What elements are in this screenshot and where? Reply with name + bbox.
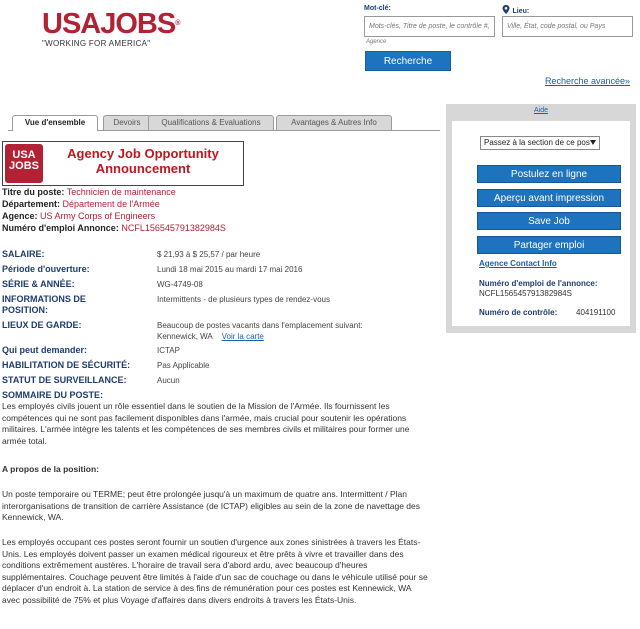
search-button[interactable]: Recherche — [365, 51, 451, 71]
job-actions-box — [452, 121, 630, 326]
control-number-value: 404191100 — [576, 308, 616, 317]
section-jump-select[interactable]: Passez à la section de ce pos — [480, 136, 600, 150]
agency-value: US Army Corps of Engineers — [40, 211, 156, 221]
security-clearance-label: HABILITATION DE SÉCURITÉ: — [2, 360, 131, 370]
tab-bar — [8, 115, 440, 131]
job-summary-label: SOMMAIRE DU POSTE: — [2, 390, 104, 400]
agency-contact-link[interactable]: Agence Contact Info — [479, 259, 557, 268]
control-number-label: Numéro de contrôle: — [479, 308, 558, 317]
tab-overview[interactable]: Vue d'ensemble — [12, 115, 98, 131]
job-actions-panel — [446, 104, 636, 333]
keyword-label: Mot-clé: — [364, 5, 391, 12]
announcement-number-label: Numéro d'emploi de l'annonce: — [479, 279, 598, 288]
apply-online-button[interactable]: Postulez en ligne — [477, 165, 621, 183]
share-job-button[interactable]: Partager emploi — [477, 236, 621, 254]
announcement-number-line: Numéro d'emploi Annonce: NCFL156545791382984S — [2, 223, 226, 233]
view-map-link[interactable]: Voir la carte — [221, 332, 264, 341]
location-label-group — [502, 5, 529, 15]
supervisory-status-value: Aucun — [157, 376, 180, 385]
job-title-line: Titre du poste: Technicien de maintenance — [2, 187, 176, 197]
announcement-number-value: NCFL156545791382984S — [121, 223, 226, 233]
about-position-heading: A propos de la position: — [2, 464, 99, 474]
usajobs-logo[interactable]: USAJOBS® "WORKING FOR AMERICA" — [42, 8, 181, 48]
usajobs-badge-icon: USA JOBS — [5, 144, 43, 183]
agency-banner-title: Agency Job Opportunity Announcement — [67, 146, 219, 176]
security-clearance-value: Pas Applicable — [157, 361, 210, 370]
series-grade-label: SÉRIE & ANNÉE: — [2, 279, 75, 289]
location-label: Lieu: — [512, 8, 530, 15]
summary-paragraph-2: Un poste temporaire ou TERME; peut être prolongée jusqu'à un maximum de quatre ans. Intermittent / Plan interorganisations de transition de carrière Assistance (de ICTAP) eligibles au sein de la zone de navettage des Kennewick, WA. — [2, 489, 420, 522]
location-input[interactable]: Ville, État, code postal, ou Pays — [502, 16, 633, 37]
position-info-value: Intermittents - de plusieurs types de rendez-vous — [157, 295, 330, 304]
open-period-label: Période d'ouverture: — [2, 264, 90, 274]
who-may-apply-value: ICTAP — [157, 346, 180, 355]
job-title-value: Technicien de maintenance — [66, 187, 176, 197]
agency-hint: Agence — [366, 39, 387, 45]
help-link[interactable]: Aide — [534, 107, 549, 114]
summary-paragraph-1: Les employés civils jouent un rôle essentiel dans le soutien de la Mission de l'Armée. Ils fournissent les compétences qui ne sont pas facilement disponibles dans l'armée, mais crucial pour soutenir les opérations militaires. L'armée intègre les talents et les compétences de ses membres civils et militaires pour former une armée total. — [2, 401, 410, 446]
supervisory-status-label: STATUT DE SURVEILLANCE: — [2, 375, 127, 385]
keyword-input[interactable]: Mots-clés, Titre de poste, le contrôle #, — [364, 16, 495, 37]
save-job-button[interactable]: Save Job — [477, 212, 621, 230]
print-preview-button[interactable]: Aperçu avant impression — [477, 189, 621, 207]
agency-announcement-banner — [2, 141, 244, 186]
announcement-number-panel-value: NCFL156545791382984S — [479, 289, 572, 298]
agency-line: Agence: US Army Corps of Engineers — [2, 211, 156, 221]
duty-locations-value: Beaucoup de postes vacants dans l'emplacement suivant: Kennewick, WA Voir la carte — [157, 321, 363, 341]
logo-text: USAJOBS — [42, 8, 176, 40]
tab-qualifications[interactable]: Qualifications & Evaluations — [148, 115, 274, 130]
who-may-apply-label: Qui peut demander: — [2, 345, 88, 355]
tab-duties[interactable]: Devoirs — [103, 115, 151, 130]
open-period-value: Lundi 18 mai 2015 au mardi 17 mai 2016 — [157, 265, 303, 274]
tab-benefits[interactable]: Avantages & Autres Info — [276, 115, 392, 130]
chevron-down-icon — [590, 140, 596, 145]
department-value: Département de l'Armée — [62, 199, 160, 209]
logo-tagline: "WORKING FOR AMERICA" — [42, 39, 151, 48]
series-grade-value: WG-4749-08 — [157, 280, 203, 289]
duty-location-city: Kennewick, WA — [157, 332, 213, 341]
map-pin-icon — [502, 5, 510, 14]
advanced-search-link[interactable]: Recherche avancée» — [544, 76, 630, 86]
position-info-label: INFORMATIONS DE POSITION: — [2, 294, 86, 315]
salary-label: SALAIRE: — [2, 249, 45, 259]
duty-locations-label: LIEUX DE GARDE: — [2, 320, 82, 330]
department-line: Département: Département de l'Armée — [2, 199, 160, 209]
summary-paragraph-3: Les employés occupant ces postes seront fournir un soutien d'urgence aux zones sinistrées à travers les États-Unis. Les employés doivent passer un examen médical rigoureux et être prêts à vivre et travailler dans des conditions extrêmement austères. L'horaire de travail sera d'abord ardu, avec beaucoup d'heures supplémentaires. Couchage peuvent être limités à l'aide d'un sac de couchage ou dans le véhicule utilisé pour se déplacer d'un endroit à. La station de service à des fins de rémunération pour ces postes est Kennewick, WA avec possibilité de 75% et plus Voyage d'affaires dans divers endroits à travers les États-Unis. — [2, 537, 428, 605]
salary-value: $ 21,93 à $ 25,57 / par heure — [157, 250, 261, 259]
